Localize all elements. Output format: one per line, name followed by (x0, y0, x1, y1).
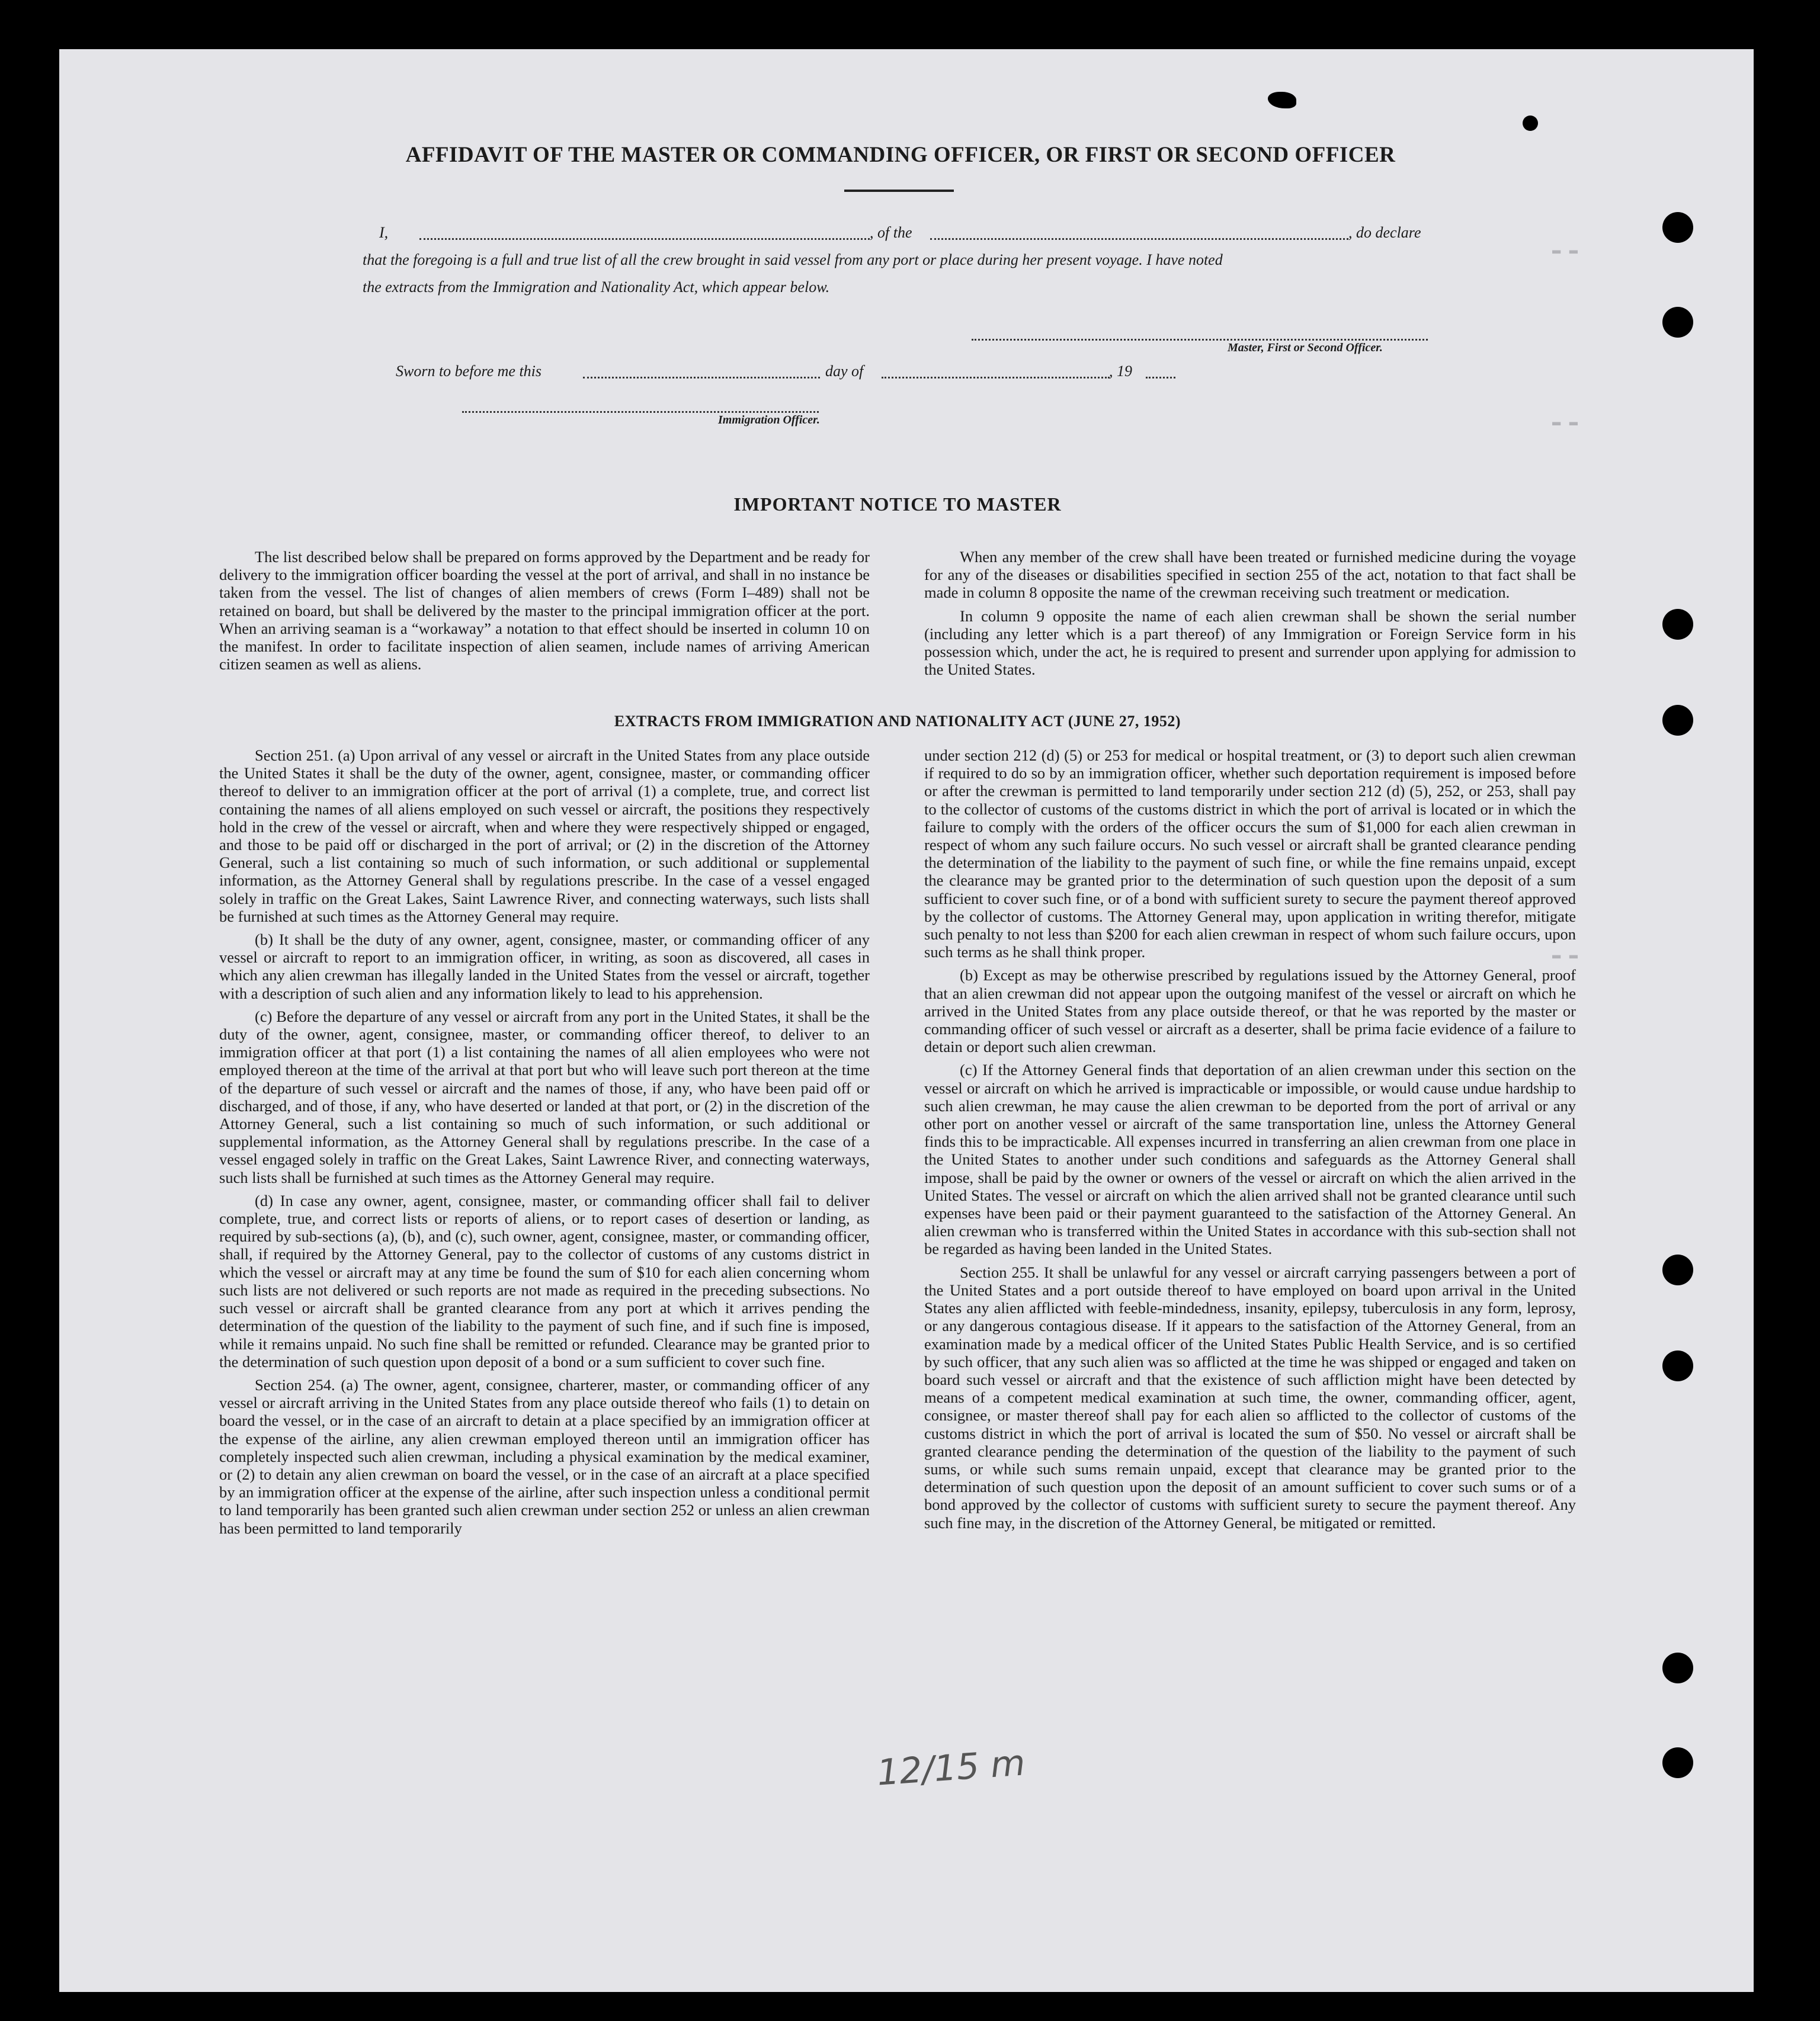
punch-hole (1662, 1255, 1693, 1285)
name-field[interactable] (419, 238, 870, 240)
section-251-d: (d) In case any owner, agent, consignee, master, or commanding officer shall fail to deliver complete, true, and correct lists or reports of aliens, or to report cases of desertion or landing, as required by sub-sections (a), (b), and (c), such owner, agent, consignee, master, or commanding officer, shall, if required by the Attorney General, pay to the collector of customs of any customs district in which the vessel or aircraft may at any time be found the sum of $10 for each alien concerning whom such lists are not delivered or such reports are not made as required in the preceding subsections. No such vessel or aircraft shall be granted clearance from any port at which it arrives pending the determination of the question of the liability to the payment of such fine, and if such fine is imposed, while it remains unpaid. No such fine shall be remitted or refunded. Clearance may be granted prior to the determination of such question upon deposit of a bond or a sum sufficient to cover such fine. (219, 1191, 870, 1371)
day-of-label: day of (825, 363, 864, 380)
extracts-left-column (219, 746, 870, 1542)
notice-right-column (924, 548, 1576, 684)
punch-hole (1662, 609, 1693, 640)
master-caption: Master, First or Second Officer. (1228, 341, 1383, 354)
section-254-c: (c) If the Attorney General finds that deportation of an alien crewman under this section on the vessel or aircraft on which he arrived is impracticable or impossible, or would cause undue hardship to such alien crewman, he may cause the alien crewman to be deported from the port of arrival or any other port on another vessel or aircraft of the same transportation line, unless the Attorney General finds this to be impracticable. All expenses incurred in transferring an alien crewman from one place in the United States to another under such conditions and safeguards as the Attorney General shall impose, shall be paid by the owner or owners of the vessel or aircraft on which the alien arrived in the United States. The vessel or aircraft on which the alien arrived shall not be granted clearance until such expenses have been paid or their payment guaranteed to the satisfaction of the Attorney General. An alien crewman who is transferred within the United States in accordance with this sub-section shall not be regarded as having been landed in the United States. (924, 1061, 1576, 1258)
sworn-label: Sworn to before me this (396, 363, 542, 380)
declare-line-3: the extracts from the Immigration and Nationality Act, which appear below. (363, 278, 830, 296)
notice-title: IMPORTANT NOTICE TO MASTER (733, 493, 1062, 515)
bleed-through-mark: ▬ ▬ (1552, 415, 1578, 431)
notice-right-paragraph-2: In column 9 opposite the name of each alien crewman shall be shown the serial number (including any letter which is a part thereof) of any Immigration or Foreign Service form in his possession which, under the act, he is required to present and surrender upon applying for admission to the United States. (924, 607, 1576, 679)
sworn-month-field[interactable] (882, 377, 1110, 378)
section-251-c: (c) Before the departure of any vessel or aircraft from any port in the United States, it shall be the duty of the owner, agent, consignee, master, or commanding officer thereof, to deliver to an immigration officer at that port (1) a list containing the names of all alien employees who were not employed thereon at the time of the arrival at that port but who will leave such port thereon at the time of the departure of such vessel or aircraft and the names of those, if any, who have been paid off or discharged, and of those, if any, who have deserted or landed at that port, or (2) in the discretion of the Attorney General, such a list containing so much of such information, or such additional or supplemental information, as the Attorney General shall by regulations prescribe. In the case of a vessel engaged solely in traffic on the Great Lakes, Saint Lawrence River, and connecting waterways, such lists shall be furnished at such times as the Attorney General may require. (219, 1007, 870, 1186)
section-255: Section 255. It shall be unlawful for any vessel or aircraft carrying passengers between a port of the United States and a port outside thereof to have employed on board upon arrival in the United States any alien afflicted with feeble-mindedness, insanity, epilepsy, tuberculosis in any form, leprosy, or any dangerous contagious disease. If it appears to the satisfaction of the Attorney General, from an examination made by a medical officer of the United States Public Health Service, and is so certified by such officer, that any such alien was so afflicted at the time he was shipped or engaged and taken on board such vessel or aircraft and that the existence of such affliction might have been detected by means of a competent medical examination at such time, the owner, commanding officer, agent, consignee, or master thereof shall pay for each alien so afflicted to the collector of customs of the customs district in which the port of arrival is located the sum of $50. No vessel or aircraft shall be granted clearance pending the determination of the question of the liability to the payment of such sums, or while such sums remain unpaid, except that clearance may be granted prior to the determination of such question upon the deposit of an amount sufficient to cover such sums or of a bond approved by the collector of customs with sufficient surety to secure the payment thereof. Any such fine may, in the discretion of the Attorney General, be mitigated or remitted. (924, 1263, 1576, 1532)
year-label: , 19 (1109, 363, 1132, 380)
bleed-through-mark: ▬ ▬ (1552, 948, 1578, 964)
punch-hole (1662, 1653, 1693, 1683)
notice-left-column (219, 548, 870, 678)
section-254-b: (b) Except as may be otherwise prescribed by regulations issued by the Attorney General, proof that an alien crewman did not appear upon the outgoing manifest of the vessel or aircraft on which he arrived in the United States from any place outside thereof, or that he was reported by the master or commanding officer of such vessel or aircraft as a deserter, shall be prima facie evidence of a failure to detain or deport such alien crewman. (924, 966, 1576, 1056)
punch-hole (1662, 1747, 1693, 1778)
punch-hole (1662, 307, 1693, 338)
bleed-through-mark: ▬ ▬ (1552, 243, 1578, 259)
notice-right-paragraph-1: When any member of the crew shall have been treated or furnished medicine during the voyage for any of the diseases or disabilities specified in section 255 of the act, notation to that fact shall be made in column 8 opposite the name of the crewman receiving such treatment or medication. (924, 548, 1576, 602)
affidavit-title: AFFIDAVIT OF THE MASTER OR COMMANDING OFFICER, OR FIRST OR SECOND OFFICER (405, 143, 1396, 167)
punch-hole (1662, 705, 1693, 736)
declare-line-2: that the foregoing is a full and true list of all the crew brought in said vessel from any port or place during her present voyage. I have noted (363, 251, 1223, 268)
master-signature-field[interactable] (972, 339, 1428, 341)
extracts-title: EXTRACTS FROM IMMIGRATION AND NATIONALITY ACT (JUNE 27, 1952) (614, 713, 1181, 730)
punch-hole (1662, 212, 1693, 243)
handwritten-note: 12/15 m (875, 1742, 1027, 1794)
section-251-a: Section 251. (a) Upon arrival of any vessel or aircraft in the United States from any place outside the United States it shall be the duty of the owner, agent, consignee, master, or commanding officer thereof to deliver to an immigration officer at the port of arrival (1) a complete, true, and correct list containing the names of all aliens employed on such vessel or aircraft, the positions they respectively hold in the crew of the vessel or aircraft, when and where they were respectively shipped or engaged, and those to be paid off or discharged in the port of arrival; or (2) in the discretion of the Attorney General, such a list containing so much of such information, or such additional or supplemental information, as the Attorney General shall by regulations prescribe. In the case of a vessel engaged solely in traffic on the Great Lakes, Saint Lawrence River, and connecting waterways, such lists shall be furnished at such times as the Attorney General may require. (219, 746, 870, 925)
declare-i: I, (379, 224, 389, 241)
declare-of-the: , of the (870, 224, 912, 241)
title-rule (844, 190, 954, 192)
punch-hole (1662, 1350, 1693, 1381)
sworn-day-field[interactable] (583, 377, 820, 378)
vessel-field[interactable] (930, 238, 1348, 240)
declare-declare: , do declare (1348, 224, 1421, 241)
sworn-year-field[interactable] (1146, 377, 1175, 378)
officer-caption: Immigration Officer. (718, 413, 820, 426)
extracts-right-column (924, 746, 1576, 1537)
section-251-b: (b) It shall be the duty of any owner, agent, consignee, master, or commanding officer of any vessel or aircraft to report to an immigration officer, in writing, as soon as discovered, all cases in which any alien crewman has illegally landed in the United States from the vessel or aircraft, together with a description of such alien and any information likely to lead to his apprehension. (219, 931, 870, 1002)
section-254-a: Section 254. (a) The owner, agent, consignee, charterer, master, or commanding officer of any vessel or aircraft arriving in the United States from any place outside thereof who fails (1) to detain on board the vessel, or in the case of an aircraft to detain at a place specified by an immigration officer at the expense of the airline, any alien crewman employed thereon until an immigration officer has completely inspected such alien crewman, including a physical examination by the medical examiner, or (2) to detain any alien crewman on board the vessel, or in the case of an aircraft at a place specified by an immigration officer at the expense of the airline, after such inspection unless a conditional permit to land temporarily has been granted such alien crewman under section 252 or unless an alien crewman has been permitted to land temporarily (219, 1375, 870, 1537)
officer-signature-field[interactable] (462, 411, 819, 413)
section-254-a-cont: under section 212 (d) (5) or 253 for medical or hospital treatment, or (3) to deport such alien crewman if required to do so by an immigration officer, whether such deportation requirement is imposed before or after the crewman is permitted to land temporarily under section 212 (d) (5), 252, or 253, shall pay to the collector of customs of the customs district in which the port of arrival is located or in which the failure to comply with the orders of the officer occurs the sum of $1,000 for each alien crewman in respect of whom any such failure occurs. No such vessel or aircraft shall be granted clearance pending the determination of the liability to the payment of such fine, or while the fine remains unpaid, except the clearance may be granted prior to the determination of such question upon the deposit of a sum sufficient to cover such fine, or of a bond with sufficient surety to secure the payment thereof approved by the collector of customs. The Attorney General may, upon application in writing therefor, mitigate such penalty to not less than $200 for each alien crewman in respect of whom such failure occurs, upon such terms as he shall think proper. (924, 746, 1576, 961)
notice-left-paragraph: The list described below shall be prepared on forms approved by the Department and be ready for delivery to the immigration officer boarding the vessel at the port of arrival, and shall in no instance be taken from the vessel. The list of changes of alien members of crews (Form I–489) shall not be retained on board, but shall be delivered by the master to the principal immigration officer at the port. When an arriving seaman is a “workaway” a notation to that effect should be inserted in column 10 on the manifest. In order to facilitate inspection of alien seamen, include names of arriving American citizen seamen as well as aliens. (219, 548, 870, 673)
ink-blot (1523, 116, 1538, 131)
